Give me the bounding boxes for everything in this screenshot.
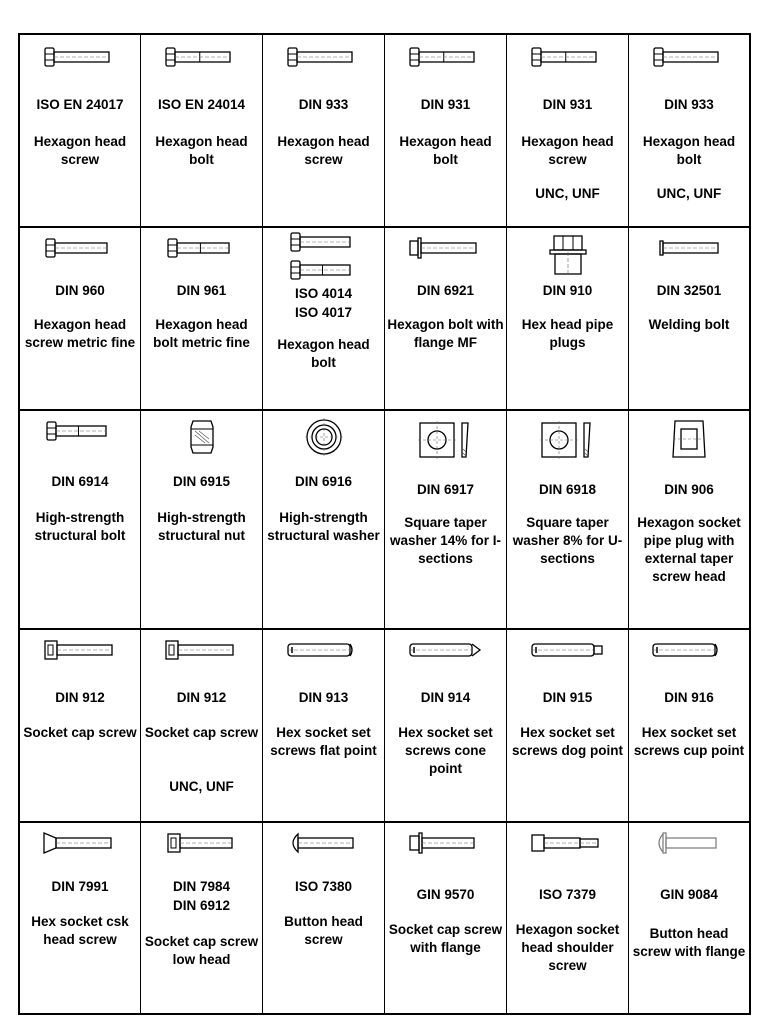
table-row: [20, 409, 749, 630]
hex-head-screw-icon: [20, 43, 140, 91]
fastener-description: Socket cap screw: [23, 725, 137, 740]
fastener-description: Hex socket set screws cup point: [633, 725, 745, 758]
standard-code: GIN 9570: [416, 887, 475, 902]
standard-code: DIN 32501: [656, 283, 722, 298]
pipe-plug-icon: [507, 234, 628, 282]
standard-code: ISO 4014 ISO 4017: [294, 286, 353, 320]
hex-head-screw-fine-icon: [20, 234, 140, 282]
catalog-cell: [20, 409, 141, 628]
fastener-description: High-strength structural bolt: [34, 510, 126, 543]
double-hex-bolt-icon: [263, 228, 384, 276]
catalog-cell: [385, 226, 507, 409]
standard-code: ISO 7379: [538, 887, 597, 902]
standard-code: DIN 914: [420, 690, 471, 705]
catalog-cell: [263, 226, 385, 409]
standard-code: DIN 6921: [416, 283, 475, 298]
catalog-cell: [263, 409, 385, 628]
fastener-description: Square taper washer 14% for I-sections: [389, 515, 502, 566]
set-screw-flat-icon: [263, 636, 384, 684]
table-row: [20, 226, 749, 411]
hex-head-bolt-icon: [507, 43, 628, 91]
set-screw-cup-icon: [629, 636, 749, 684]
hex-head-bolt-fine-icon: [141, 234, 262, 282]
fastener-description: Square taper washer 8% for U-sections: [512, 515, 623, 566]
hex-head-screw-icon: [629, 43, 749, 91]
fastener-description: Hexagon head bolt: [399, 134, 492, 167]
catalog-cell: [263, 35, 385, 226]
table-row: [20, 628, 749, 823]
standard-code: DIN 912: [55, 690, 105, 705]
fastener-description: Hexagon head bolt: [642, 134, 736, 167]
fastener-description: Hexagon head screw: [521, 134, 614, 167]
table-row: [20, 35, 749, 228]
socket-cap-screw-icon: [20, 636, 140, 684]
catalog-cell: [20, 628, 141, 821]
button-flange-screw-icon: [629, 829, 749, 877]
catalog-cell: [629, 409, 749, 628]
set-screw-cone-icon: [385, 636, 506, 684]
fastener-description: Hexagon head bolt metric fine: [153, 317, 250, 350]
standard-code: DIN 931: [542, 97, 593, 112]
table-row: [20, 821, 749, 1013]
catalog-cell: [507, 628, 629, 821]
standard-code: DIN 6916: [294, 474, 353, 489]
socket-pipe-plug-icon: [629, 417, 749, 465]
standard-code: DIN 6915: [172, 474, 231, 489]
fastener-description: Socket cap screw: [144, 725, 259, 740]
catalog-cell: [629, 35, 749, 226]
fastener-description: Hexagon socket pipe plug with external taper screw head: [637, 515, 741, 584]
standard-code: DIN 906: [664, 482, 714, 497]
standard-code: DIN 6917: [416, 482, 475, 497]
catalog-cell: [20, 226, 141, 409]
catalog-cell: [629, 628, 749, 821]
catalog-cell: [20, 35, 141, 226]
button-head-screw-icon: [263, 829, 384, 877]
catalog-cell: [385, 628, 507, 821]
catalog-cell: [141, 821, 263, 1013]
shoulder-screw-icon: [507, 829, 628, 877]
welding-bolt-icon: [629, 234, 749, 282]
standard-code: DIN 960: [55, 283, 105, 298]
standard-code: ISO EN 24017: [36, 97, 124, 112]
catalog-cell: [507, 226, 629, 409]
hex-head-screw-icon: [263, 43, 384, 91]
fastener-description: Hexagon bolt with flange MF: [387, 317, 504, 350]
fastener-description: Hexagon head screw: [277, 134, 370, 167]
socket-cap-screw-icon: [141, 636, 262, 684]
standard-code: DIN 912: [176, 690, 227, 705]
standard-code: DIN 6918: [538, 482, 597, 497]
catalog-cell: [141, 35, 263, 226]
thread-type-note: UNC, UNF: [535, 186, 600, 201]
catalog-cell: [507, 821, 629, 1013]
catalog-cell: [629, 226, 749, 409]
catalog-cell: [141, 226, 263, 409]
fastener-description: Socket cap screw with flange: [388, 922, 503, 955]
catalog-cell: [263, 821, 385, 1013]
standard-code: DIN 910: [542, 283, 593, 298]
fastener-description: Hexagon head bolt: [155, 134, 248, 167]
fastener-description: Button head screw: [284, 914, 363, 947]
standard-code: GIN 9084: [660, 887, 718, 902]
standard-code: ISO 7380: [294, 879, 353, 894]
hex-head-bolt-icon: [385, 43, 506, 91]
fastener-description: Hex head pipe plugs: [521, 317, 614, 350]
catalog-cell: [507, 35, 629, 226]
fastener-description: Hex socket set screws flat point: [270, 725, 377, 758]
hex-nut-icon: [141, 417, 262, 465]
countersunk-screw-icon: [20, 829, 140, 877]
fastener-description: Button head screw with flange: [632, 926, 746, 959]
standard-code: DIN 7991: [51, 879, 109, 894]
catalog-cell: [263, 628, 385, 821]
catalog-cell: [507, 409, 629, 628]
catalog-cell: [141, 628, 263, 821]
square-taper-washer-icon: [385, 417, 506, 465]
square-taper-washer-icon: [507, 417, 628, 465]
catalog-cell: [141, 409, 263, 628]
standard-code: DIN 933: [298, 97, 349, 112]
fastener-description: Hex socket set screws cone point: [398, 725, 493, 776]
fastener-description: Hex socket csk head screw: [31, 914, 129, 947]
fastener-description: Hexagon head screw: [33, 134, 127, 167]
set-screw-dog-icon: [507, 636, 628, 684]
standard-code: DIN 6914: [51, 474, 109, 489]
fastener-description: High-strength structural washer: [267, 510, 380, 543]
standard-code: DIN 915: [542, 690, 593, 705]
washer-icon: [263, 417, 384, 465]
structural-bolt-icon: [20, 417, 140, 465]
fastener-description: Welding bolt: [648, 317, 730, 332]
flange-bolt-icon: [385, 234, 506, 282]
standard-code: DIN 933: [664, 97, 714, 112]
catalog-cell: [385, 35, 507, 226]
catalog-cell: [629, 821, 749, 1013]
fastener-description: Hexagon head screw metric fine: [24, 317, 136, 350]
standard-code: DIN 931: [420, 97, 471, 112]
flange-cap-screw-icon: [385, 829, 506, 877]
standard-code: DIN 916: [664, 690, 714, 705]
fastener-description: Hexagon socket head shoulder screw: [515, 922, 620, 973]
standard-code: DIN 913: [298, 690, 349, 705]
fastener-description: Hex socket set screws dog point: [511, 725, 623, 758]
hex-head-bolt-icon: [141, 43, 262, 91]
standard-code: DIN 961: [176, 283, 227, 298]
standard-code: DIN 7984 DIN 6912: [172, 879, 231, 913]
catalog-cell: [20, 821, 141, 1013]
low-head-cap-screw-icon: [141, 829, 262, 877]
thread-type-note: UNC, UNF: [169, 779, 234, 794]
fastener-catalog-table: [18, 33, 751, 1015]
fastener-description: High-strength structural nut: [157, 510, 246, 543]
catalog-cell: [385, 409, 507, 628]
fastener-description: Hexagon head bolt: [277, 337, 370, 370]
standard-code: ISO EN 24014: [157, 97, 246, 112]
thread-type-note: UNC, UNF: [656, 186, 722, 201]
catalog-cell: [385, 821, 507, 1013]
fastener-description: Socket cap screw low head: [144, 934, 259, 967]
